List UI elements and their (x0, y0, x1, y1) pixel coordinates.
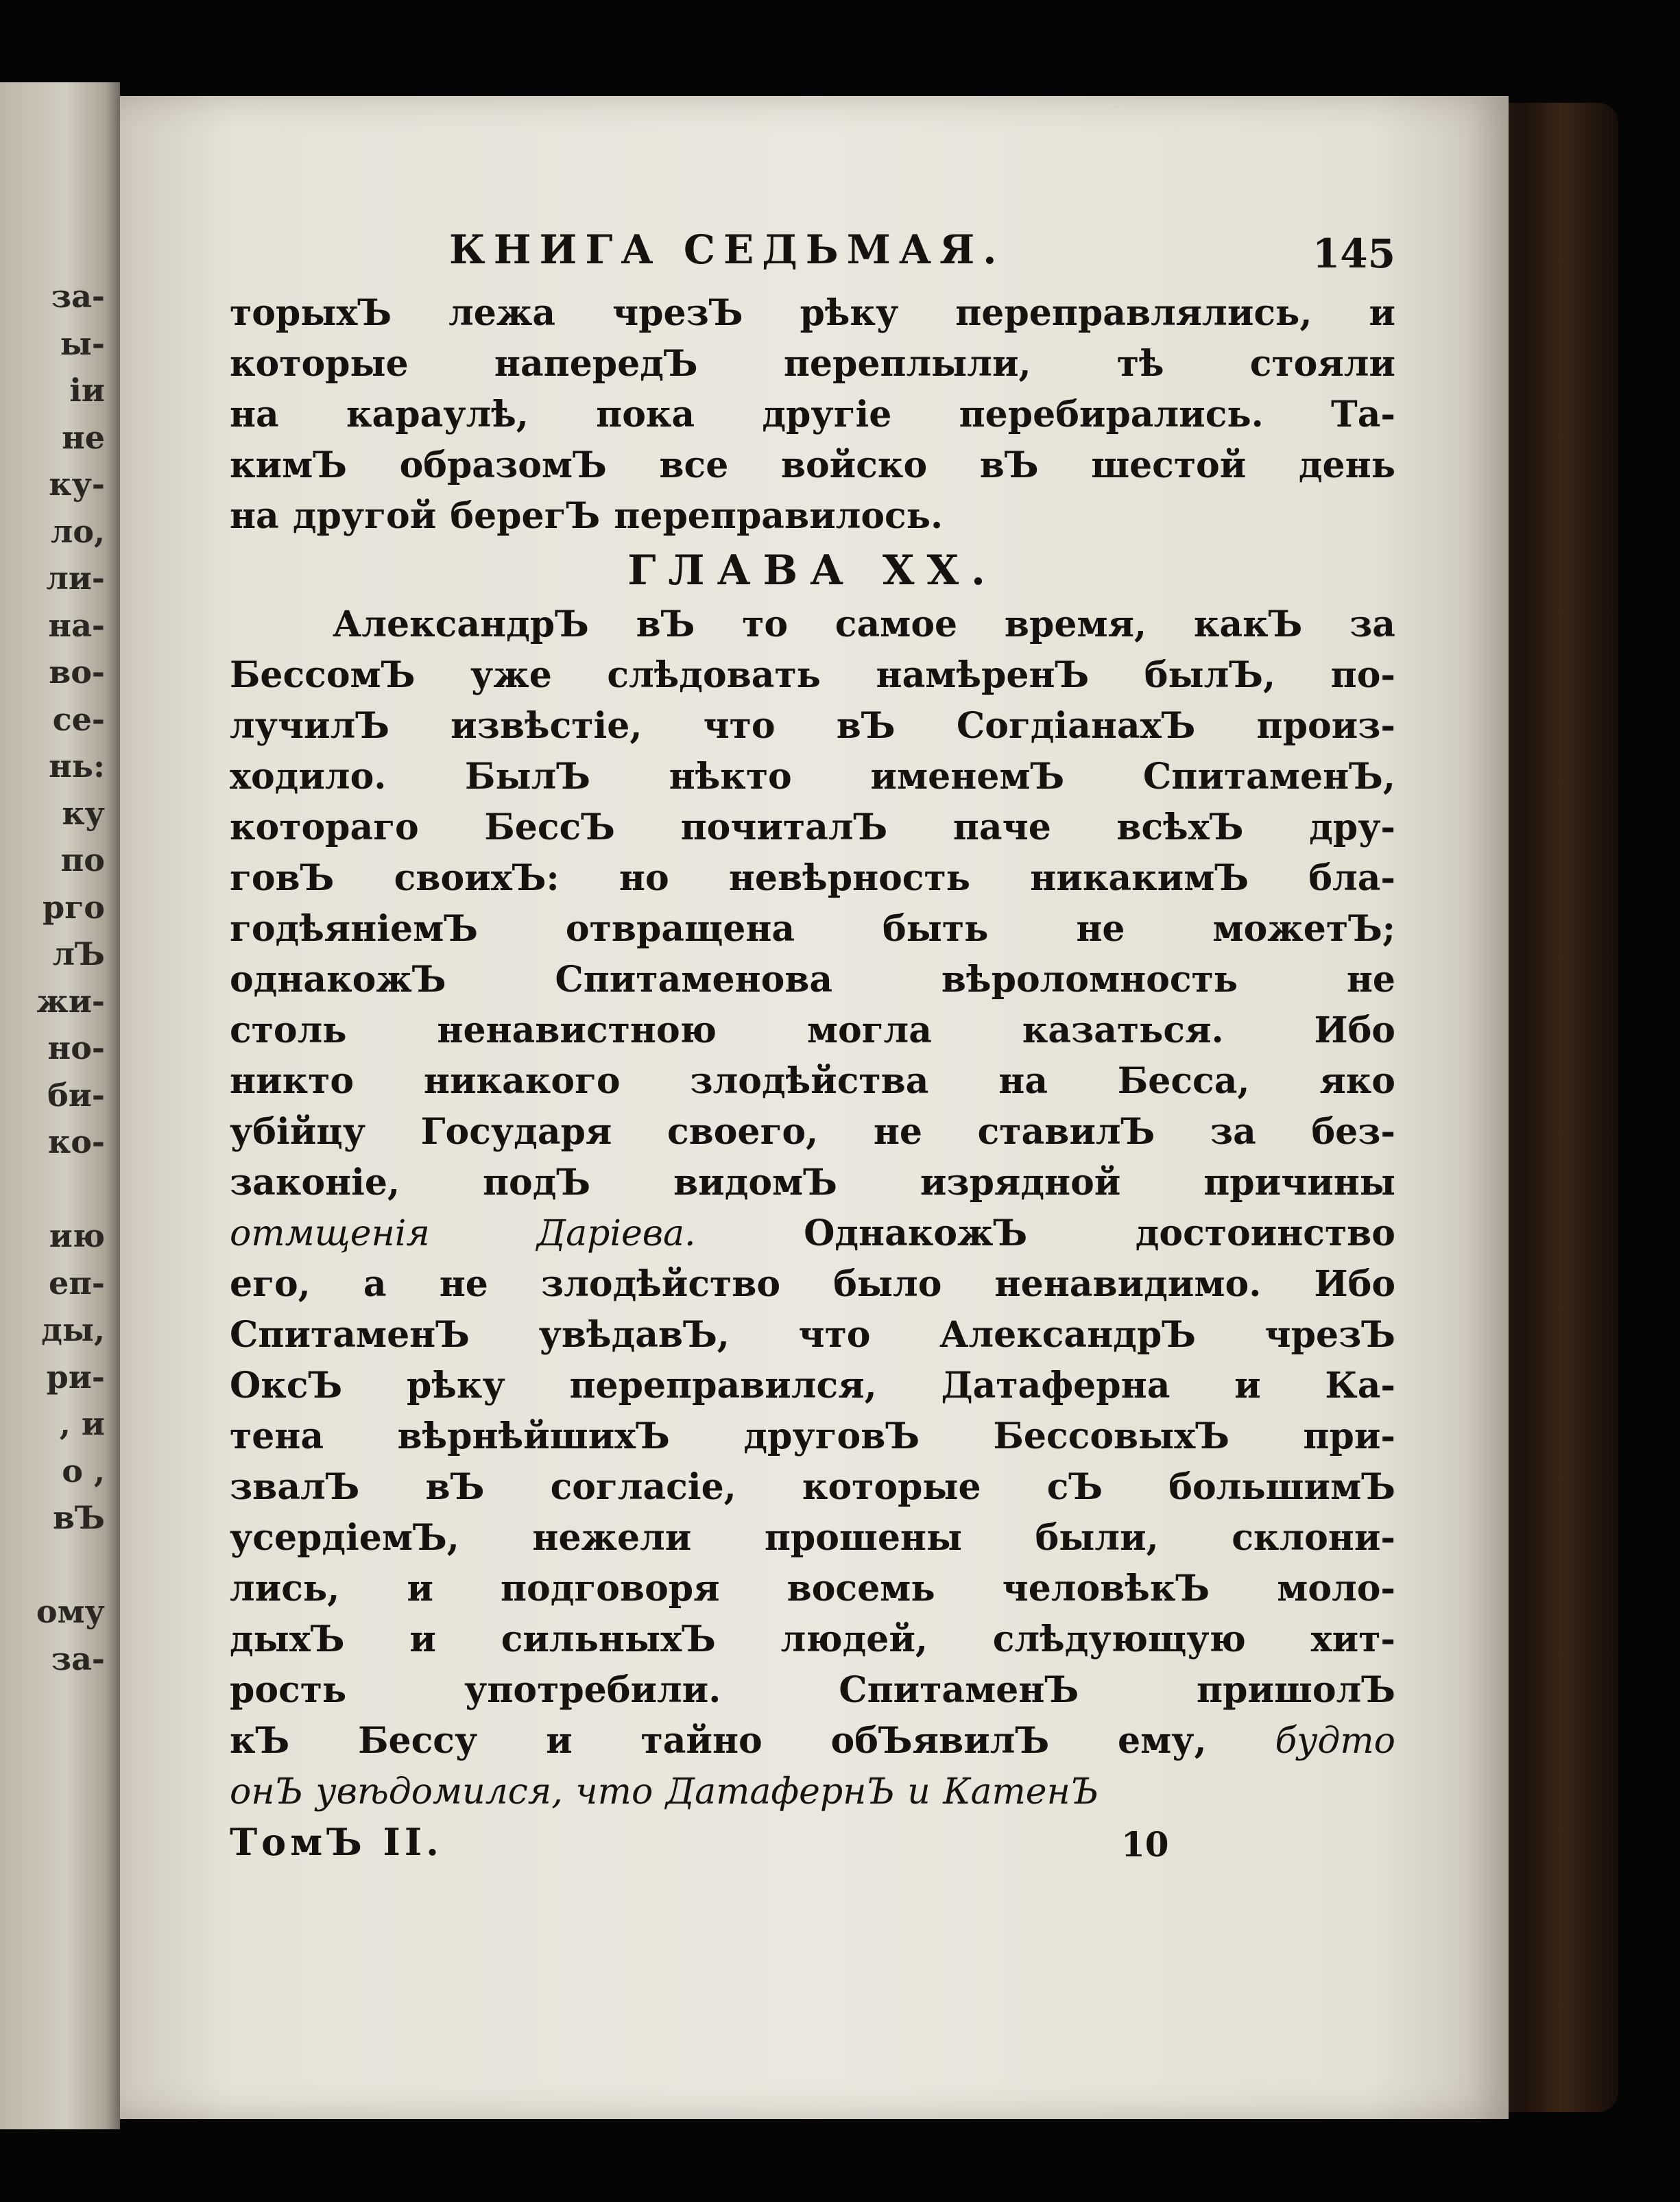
left-page-fragment: ло, (50, 512, 105, 550)
text-line (230, 1716, 1395, 1767)
text-line: лучилЪ извѣстіе, что вЪ СогдіанахЪ произ- (230, 705, 1395, 747)
left-page-fragment: лЪ (52, 935, 105, 972)
text-line-rest: ОднакожЪ достоинство (804, 1212, 1395, 1254)
text-line: убійцу Государя своего, не ставилЪ за без- (230, 1111, 1395, 1153)
italic-line: онЪ увѣдомился, что ДатафернЪ и КатенЪ (230, 1771, 1099, 1812)
left-page-fragment: жи- (36, 982, 105, 1020)
left-page-fragment: рго (42, 888, 105, 926)
right-page (120, 96, 1509, 2119)
text-line: котораго БессЪ почиталЪ паче всѣхЪ дру- (230, 806, 1395, 848)
left-page-fragment: не (62, 418, 105, 456)
text-line: годѣяніемЪ отвращена быть не можетЪ; (230, 908, 1395, 950)
text-line: законіе, подЪ видомЪ изрядной причины (230, 1162, 1395, 1204)
text-line: которые напередЪ переплыли, тѣ стояли (230, 343, 1395, 385)
running-head (230, 226, 1395, 288)
text-line (230, 1767, 1395, 1817)
left-page-fragment: ри- (46, 1358, 105, 1396)
left-page-fragment: ли- (46, 560, 105, 597)
text-line: столь ненавистною могла казаться. Ибо (230, 1009, 1395, 1051)
text-line: дыхЪ и сильныхЪ людей, слѣдующую хит- (230, 1618, 1395, 1660)
text-line: никто никакого злодѣйства на Бесса, яко (230, 1060, 1395, 1102)
volume-label: ТомЪ II. (230, 1820, 443, 1864)
text-line: на караулѣ, пока другіе перебирались. Та- (230, 394, 1395, 435)
text-line: его, а не злодѣйство было ненавидимо. Ибо (230, 1263, 1395, 1305)
italic-word: будто (1275, 1721, 1395, 1762)
left-page-fragment (2, 1542, 105, 1589)
left-page-fragment: но- (47, 1029, 105, 1066)
left-page-fragment: ды, (41, 1311, 105, 1348)
left-page-fragment: во- (49, 654, 105, 691)
signature-mark: 10 (1121, 1824, 1169, 1865)
text-line: ходило. БылЪ нѣкто именемЪ СпитаменЪ, (230, 756, 1395, 798)
text-line (230, 1208, 1395, 1259)
left-page-fragment: за- (51, 278, 105, 315)
page-text (230, 226, 1395, 1882)
left-page-fragment: , и (59, 1405, 105, 1442)
left-page-fragment: нь: (49, 747, 105, 785)
text-line: усердіемЪ, нежели прошены были, склони- (230, 1517, 1395, 1559)
text-line: тена вѣрнѣйшихЪ друговЪ БессовыхЪ при- (230, 1415, 1395, 1457)
page-footer (230, 1820, 1395, 1882)
chapter-paragraph-continued (230, 1259, 1395, 1767)
left-page-fragment: о , (62, 1452, 105, 1489)
text-line: ОксЪ рѣку переправился, Датаферна и Ка- (230, 1365, 1395, 1407)
left-page-fragment (2, 1166, 105, 1213)
text-line: БессомЪ уже слѣдовать намѣренЪ былЪ, по- (230, 654, 1395, 696)
left-page-fragment: за- (51, 1640, 105, 1677)
chapter-heading: ГЛАВА XX. (627, 547, 998, 595)
left-page-fragment: ы- (60, 324, 105, 362)
text-line: на другой берегЪ переправилось. (230, 495, 944, 537)
text-line: однакожЪ Спитаменова вѣроломность не (230, 959, 1395, 1001)
left-page-fragment: ко- (48, 1123, 105, 1160)
text-line: торыхЪ лежа чрезЪ рѣку переправлялись, и (230, 292, 1395, 334)
running-head-title: КНИГА СЕДЬМАЯ. (449, 226, 1005, 273)
paragraph-continued (230, 288, 1395, 542)
left-page-fragment: се- (52, 700, 105, 738)
text-line: говЪ своихЪ: но невѣрность никакимЪ бла- (230, 857, 1395, 899)
text-line: рость употребили. СпитаменЪ пришолЪ (230, 1669, 1395, 1711)
left-page-fragment: ию (49, 1217, 105, 1254)
left-page-fragment: ку (62, 794, 105, 832)
text-line-start: кЪ Бессу и тайно обЪявилЪ ему, (230, 1720, 1207, 1762)
left-page-fragment: еп- (48, 1264, 105, 1302)
text-line: СпитаменЪ увѣдавЪ, что АлександрЪ чрезЪ (230, 1314, 1395, 1356)
left-page-fragment: по (60, 841, 105, 878)
left-page-fragment: би- (47, 1076, 105, 1114)
left-page (0, 82, 120, 2129)
left-page-text (2, 273, 105, 1682)
text-line: лись, и подговоря восемь человѣкЪ моло- (230, 1568, 1395, 1609)
left-page-fragment: ку- (49, 466, 105, 503)
page-number: 145 (1312, 230, 1395, 277)
left-page-fragment: іи (69, 372, 105, 409)
italic-phrase: отмщенія Даріева. (230, 1213, 696, 1254)
left-page-fragment: ому (36, 1593, 105, 1630)
left-page-fragment: на- (48, 606, 105, 644)
chapter-paragraph (230, 599, 1395, 1208)
text-line: АлександрЪ вЪ то самое время, какЪ за (333, 603, 1395, 645)
text-line: кимЪ образомЪ все войско вЪ шестой день (230, 444, 1395, 486)
text-line: звалЪ вЪ согласіе, которые сЪ большимЪ (230, 1466, 1395, 1508)
left-page-fragment: вЪ (53, 1499, 105, 1536)
